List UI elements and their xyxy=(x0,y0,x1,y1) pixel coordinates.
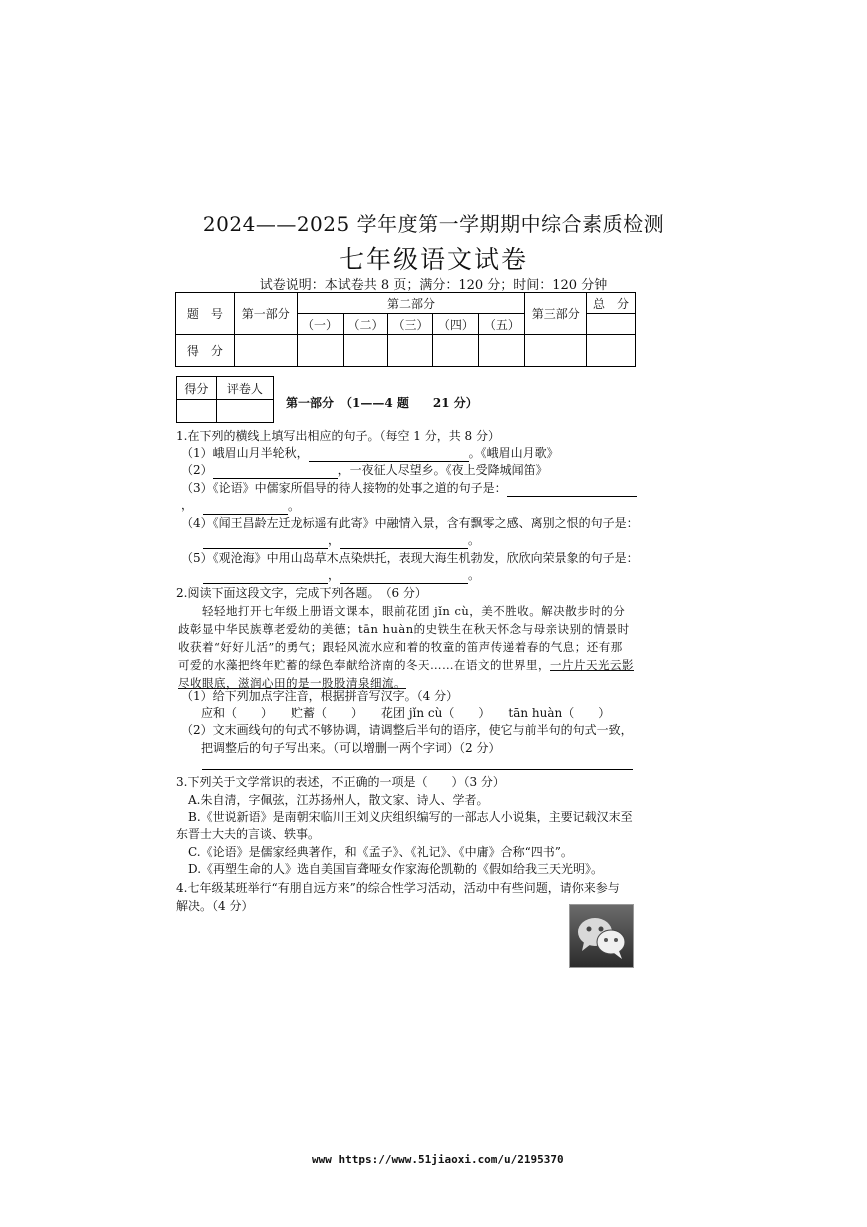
q2-answer-line[interactable] xyxy=(202,769,633,770)
part1-heading: 第一部分 （1——4 题 21 分） xyxy=(286,396,478,410)
answer-blank[interactable] xyxy=(340,571,468,584)
q1-stem: 1.在下列的横线上填写出相应的句子。（每空 1 分，共 8 分） xyxy=(176,429,500,443)
answer-blank[interactable] xyxy=(340,536,468,549)
q2-passage: 轻轻地打开七年级上册语文课本，眼前花团 jǐn cù，美不胜收。解决散步时的分 歧彰显中华民族尊老爱幼的美德；tān huàn的史铁生在秋天怀念与母亲诀别的情景时 收获着“好好儿活”的勇气；跟轻风流水应和着的牧童的笛声传递着春的气息；还有那 可爱的水藻把终年贮蓄的绿色奉献给济南的冬天……在语文的世界里，一片片天光云影 尽收眼底，滋润心田的是一股股清泉细流。 xyxy=(178,602,640,692)
score-cell[interactable] xyxy=(433,335,479,367)
row-label-number: 题 号 xyxy=(176,293,235,335)
q1-line4-cont: ， 。 xyxy=(203,532,480,549)
col-part3: 第三部分 xyxy=(525,293,587,335)
q3-stem: 3.下列关于文学常识的表述，不正确的一项是（ ）（3 分） xyxy=(176,775,505,789)
total-empty xyxy=(587,314,636,335)
col-part2-sub: （一） xyxy=(297,314,343,335)
answer-blank[interactable] xyxy=(309,449,469,462)
exam-subtitle: 七年级语文试卷 xyxy=(338,245,528,274)
row-label-score: 得 分 xyxy=(176,335,235,367)
q3-option-d: D.《再塑生命的人》选自美国盲聋哑女作家海伦凯勒的《假如给我三天光明》。 xyxy=(188,862,604,876)
answer-blank[interactable] xyxy=(507,484,637,497)
q3-option-b: B.《世说新语》是南朝宋临川王刘义庆组织编写的一部志人小说集，主要记载汉末至 xyxy=(188,810,633,824)
q4-stem-cont: 解决。（4 分） xyxy=(176,899,254,913)
grader-name-label: 评卷人 xyxy=(216,377,273,400)
q3-option-b-cont: 东晋士大夫的言谈、轶事。 xyxy=(176,827,321,841)
grader-score-label: 得分 xyxy=(177,377,217,400)
q2-stem: 2.阅读下面这段文字，完成下列各题。 （6 分） xyxy=(176,586,427,600)
answer-blank[interactable] xyxy=(203,571,328,584)
score-cell[interactable] xyxy=(388,335,433,367)
footer-url: www https://www.51jiaoxi.com/u/2195370 xyxy=(312,1153,564,1166)
col-part2-sub: （二） xyxy=(343,314,388,335)
score-cell[interactable] xyxy=(479,335,525,367)
exam-title: 2024——2025 学年度第一学期期中综合素质检测 xyxy=(202,212,665,236)
wechat-logo-icon xyxy=(569,904,634,968)
q1-line5-cont: ， 。 xyxy=(203,567,480,584)
score-cell[interactable] xyxy=(234,335,297,367)
q1-line5: （5）《观沧海》中用山岛草木点染烘托，表现大海生机勃发，欣欣向荣景象的句子是： xyxy=(181,551,639,565)
q1-line3: （3）《论语》中儒家所倡导的待人接物的处事之道的句子是：， xyxy=(181,480,641,514)
q3-option-c: C.《论语》是儒家经典著作，和《孟子》、《礼记》、《中庸》合称“四书”。 xyxy=(188,845,573,859)
score-cell[interactable] xyxy=(343,335,388,367)
col-total: 总 分 xyxy=(587,293,636,314)
q1-line3-cont: 。 xyxy=(203,498,300,515)
q4-stem: 4.七年级某班举行“有朋自远方来”的综合性学习活动，活动中有些问题，请你来参与 xyxy=(176,881,620,895)
q1-line4: （4）《闻王昌龄左迁龙标遥有此寄》中融情入景，含有飘零之感、离别之恨的句子是： xyxy=(181,516,639,530)
col-part2-sub: （五） xyxy=(479,314,525,335)
col-part2: 第二部分 xyxy=(297,293,525,314)
score-table xyxy=(175,292,636,367)
q2-sub1-items: 应和（ ） 贮蓄（ ） 花团 jǐn cù（ ） tān huàn（ ） xyxy=(201,706,611,720)
grader-name-cell[interactable] xyxy=(216,400,273,423)
q2-sub2-cont: 把调整后的句子写出来。（可以增删一两个字词）（2 分） xyxy=(201,741,501,755)
score-cell[interactable] xyxy=(297,335,343,367)
score-cell[interactable] xyxy=(525,335,587,367)
score-cell[interactable] xyxy=(587,335,636,367)
underlined-sentence: 尽收眼底，滋润心田的是一股股清泉细流。 xyxy=(178,676,406,690)
answer-blank[interactable] xyxy=(203,536,328,549)
q1-line1: （1）峨眉山月半轮秋， 。《峨眉山月歌》 xyxy=(181,446,559,460)
q3-option-a: A.朱自清，字佩弦，江苏扬州人，散文家、诗人、学者。 xyxy=(188,793,489,807)
col-part2-sub: （三） xyxy=(388,314,433,335)
col-part1: 第一部分 xyxy=(234,293,297,335)
q2-sub1: （1）给下列加点字注音，根据拼音写汉字。（4 分） xyxy=(181,689,459,703)
grader-score-cell[interactable] xyxy=(177,400,217,423)
q2-sub2: （2）文末画线句的句式不够协调，请调整后半句的语序，使它与前半句的句式一致， xyxy=(181,723,633,737)
q1-line2: （2） ，一夜征人尽望乡。《夜上受降城闻笛》 xyxy=(181,463,548,477)
answer-blank[interactable] xyxy=(213,466,338,479)
answer-blank[interactable] xyxy=(203,502,288,515)
grader-table xyxy=(176,376,274,423)
exam-info: 试卷说明：本试卷共 8 页；满分：120 分；时间：120 分钟 xyxy=(259,278,608,293)
col-part2-sub: （四） xyxy=(433,314,479,335)
underlined-sentence: 一片片天光云影 xyxy=(550,658,634,672)
